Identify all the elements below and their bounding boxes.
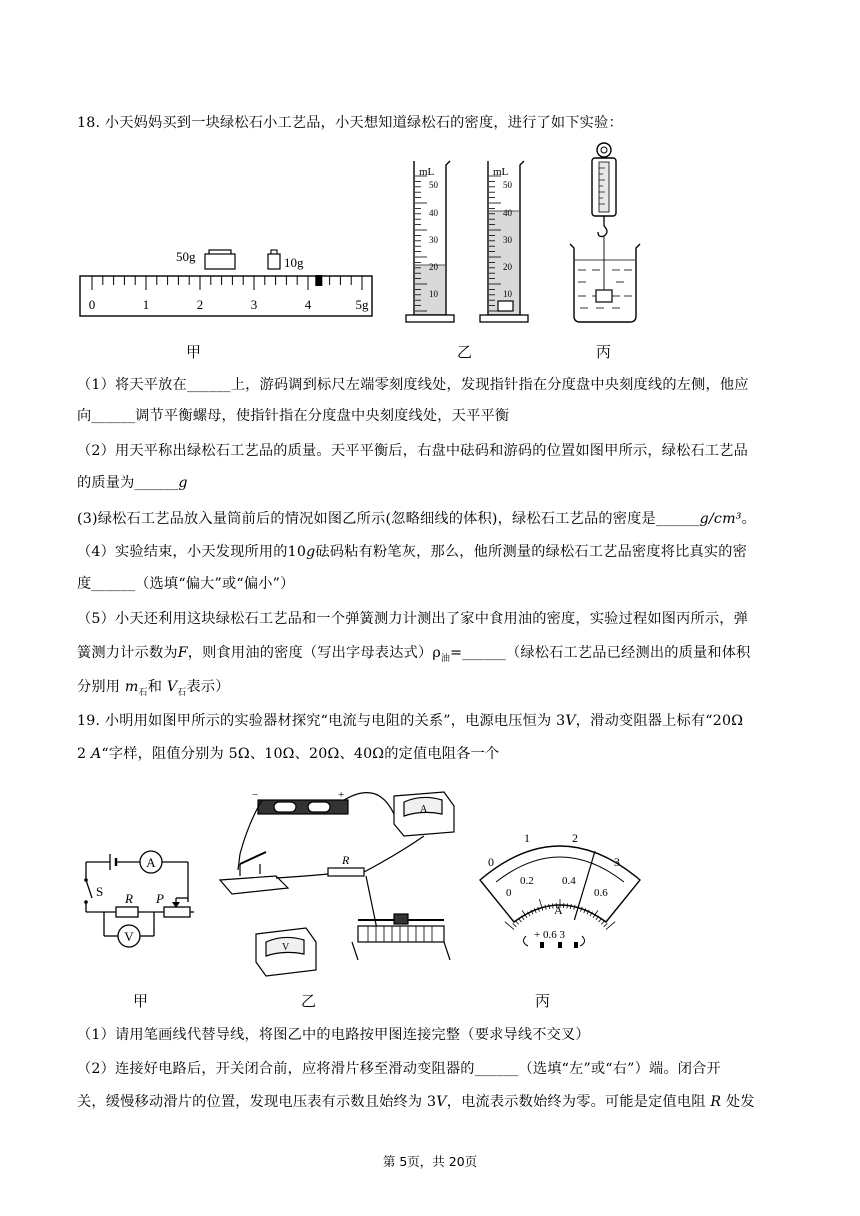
q18-part3-unit: g/cm³ <box>699 511 742 527</box>
cylinder-right-unit: mL <box>493 166 509 178</box>
dial-top-3: 3 <box>614 855 620 869</box>
cyl-right-tick-10: 10 <box>503 289 512 299</box>
dial-top-0: 0 <box>488 855 494 869</box>
ammeter-label: A <box>146 855 156 870</box>
balance-figure <box>76 238 376 320</box>
scale-label-1: 1 <box>142 297 150 312</box>
rider-marker <box>315 275 322 286</box>
q18-part1-line2: 向______调节平衡螺母，使指针指在分度盘中央刻度线处，天平平衡 <box>77 408 510 424</box>
q18-part4-line1: （4）实验结束，小天发现所用的10g砝码粘有粉笔灰，那么，他所测量的绿松石工艺品密度将比真实的密 <box>77 544 748 560</box>
cyl-right-tick-40: 40 <box>503 208 512 218</box>
q18-part5-line3: 分别用 $m_石$和 $V_石$表示） <box>77 679 230 698</box>
q18-caption-bing: 丙 <box>596 343 612 361</box>
q18-part2-text: 的质量为______ <box>77 475 179 491</box>
switch-label: S <box>96 884 104 899</box>
fixed-resistor-icon <box>328 868 364 876</box>
q18-part5-line1: （5）小天还利用这块绿松石工艺品和一个弹簧测力计测出了家中食用油的密度，实验过程如图丙所示，弹 <box>77 611 749 627</box>
q19-caption-bing: 丙 <box>535 992 551 1010</box>
cyl-left-tick-20: 20 <box>429 262 438 272</box>
q18-part5-line2: 簧测力计示数为F，则食用油的密度（写出字母表达式）$\rho_油=\_\_\_\_\_\_$（绿松石工艺品已经测出的质量和体积 <box>77 645 751 664</box>
apparatus-figure <box>218 784 462 988</box>
q18-title: 18. 小天妈妈买到一块绿松石小工艺品，小天想知道绿松石的密度，进行了如下实验： <box>77 115 623 131</box>
q19-title-line1: 19. 小明用如图甲所示的实验器材探究“电流与电阻的关系”，电源电压恒为 3V，滑动变阻器上标有“20Ω <box>77 713 744 729</box>
weight-10g-icon <box>268 254 280 269</box>
weight-50g-icon <box>205 254 235 269</box>
cylinder-left-unit: mL <box>419 166 435 178</box>
cyl-left-tick-40: 40 <box>429 208 438 218</box>
dial-bottom-0: 0 <box>506 887 512 899</box>
cylinder-right <box>480 161 528 322</box>
q18-part1-line1: （1）将天平放在______上，游码调到标尺左端零刻度线处，发现指针指在分度盘中央刻度线的左侧，他应 <box>77 377 749 393</box>
resistor-label: R <box>125 891 133 906</box>
dial-bottom-2: 0.4 <box>562 875 576 887</box>
beaker-icon <box>570 244 640 322</box>
q19-title-line2: 2 A“字样，阻值分别为 5Ω、10Ω、20Ω、40Ω的定值电阻各一个 <box>77 746 500 762</box>
q18-part3-text: (3)绿松石工艺品放入量筒前后的情况如图乙所示(忽略细线的体积)，绿松石工艺品的密度是______ <box>77 511 700 527</box>
weight-10g-label: 10g <box>284 255 304 270</box>
dial-top-2: 2 <box>572 831 578 845</box>
switch-base-icon <box>220 876 288 894</box>
switch-knife-icon <box>240 852 266 864</box>
circuit-diagram <box>76 840 206 952</box>
meter-dial-figure <box>474 818 646 960</box>
spring-scale-ring-icon <box>597 143 611 157</box>
svg-text:−: − <box>252 789 259 801</box>
rheostat-slider-icon <box>394 914 408 924</box>
dial-bottom-1: 0.2 <box>520 875 534 887</box>
q19-caption-jia: 甲 <box>133 992 149 1010</box>
scale-label-5g: 5g <box>355 297 369 312</box>
voltmeter-label: V <box>124 929 134 944</box>
q19-part2-line2: 关，缓慢移动滑片的位置，发现电压表有示数且始终为 3V，电流表示数始终为零。可能是定值电阻 R 处发 <box>77 1094 755 1110</box>
cylinders-figure <box>402 155 552 327</box>
apparatus-resistor-label: R <box>342 853 350 867</box>
battery-pack-icon <box>258 800 348 814</box>
page-footer: 第 5页，共 20页 <box>382 1154 478 1169</box>
ammeter-box-label: A <box>420 804 428 815</box>
cyl-left-tick-30: 30 <box>429 235 438 245</box>
stone-in-oil <box>596 290 612 302</box>
scale-label-3: 3 <box>250 297 258 312</box>
cyl-right-tick-20: 20 <box>503 262 512 272</box>
q18-caption-yi: 乙 <box>457 343 473 361</box>
hook-icon <box>598 226 607 237</box>
dial-unit: A <box>554 903 563 917</box>
weight-50g-label: 50g <box>176 249 196 264</box>
q19-part1: （1）请用笔画线代替导线，将图乙中的电路按甲图连接完整（要求导线不交叉） <box>77 1027 590 1043</box>
dial-terminals: + 0.6 3 <box>534 929 565 941</box>
q18-caption-jia: 甲 <box>186 343 202 361</box>
cyl-right-tick-50: 50 <box>503 180 512 190</box>
q18-part4-line2: 度______（选填“偏大”或“偏小”） <box>77 576 295 592</box>
q18-part3: (3)绿松石工艺品放入量筒前后的情况如图乙所示(忽略细线的体积)，绿松石工艺品的密度是______g/cm³。 <box>77 511 757 527</box>
cyl-left-tick-50: 50 <box>429 180 438 190</box>
q18-part2-line1: （2）用天平称出绿松石工艺品的质量。天平平衡后，右盘中砝码和游码的位置如图甲所示，绿松石工艺品 <box>77 443 749 459</box>
cyl-right-tick-30: 30 <box>503 235 512 245</box>
stone-in-cylinder <box>498 301 513 311</box>
voltmeter-box-label: V <box>282 942 290 953</box>
svg-text:+: + <box>338 789 345 801</box>
scale-label-2: 2 <box>196 297 204 312</box>
switch-blade <box>86 880 92 898</box>
scale-bar <box>80 276 372 316</box>
q18-part2-line2 <box>77 472 188 492</box>
slider-label: P <box>156 891 164 906</box>
cylinder-left <box>406 161 454 322</box>
resistor-icon <box>116 907 138 917</box>
cyl-left-tick-10: 10 <box>429 289 438 299</box>
scale-label-0: 0 <box>88 297 96 312</box>
rheostat-coil-icon <box>358 926 444 942</box>
q18-part2-unit: g <box>178 475 188 491</box>
dial-bottom-3: 0.6 <box>594 887 608 899</box>
scale-label-4: 4 <box>304 297 312 312</box>
q19-caption-yi: 乙 <box>301 992 317 1010</box>
dial-top-1: 1 <box>524 831 530 845</box>
spring-scale-figure <box>560 140 650 328</box>
q19-part2-line1: （2）连接好电路后，开关闭合前，应将滑片移至滑动变阻器的______（选填“左”或“右”）端。闭合开 <box>77 1061 721 1077</box>
rheostat-icon <box>164 907 190 917</box>
